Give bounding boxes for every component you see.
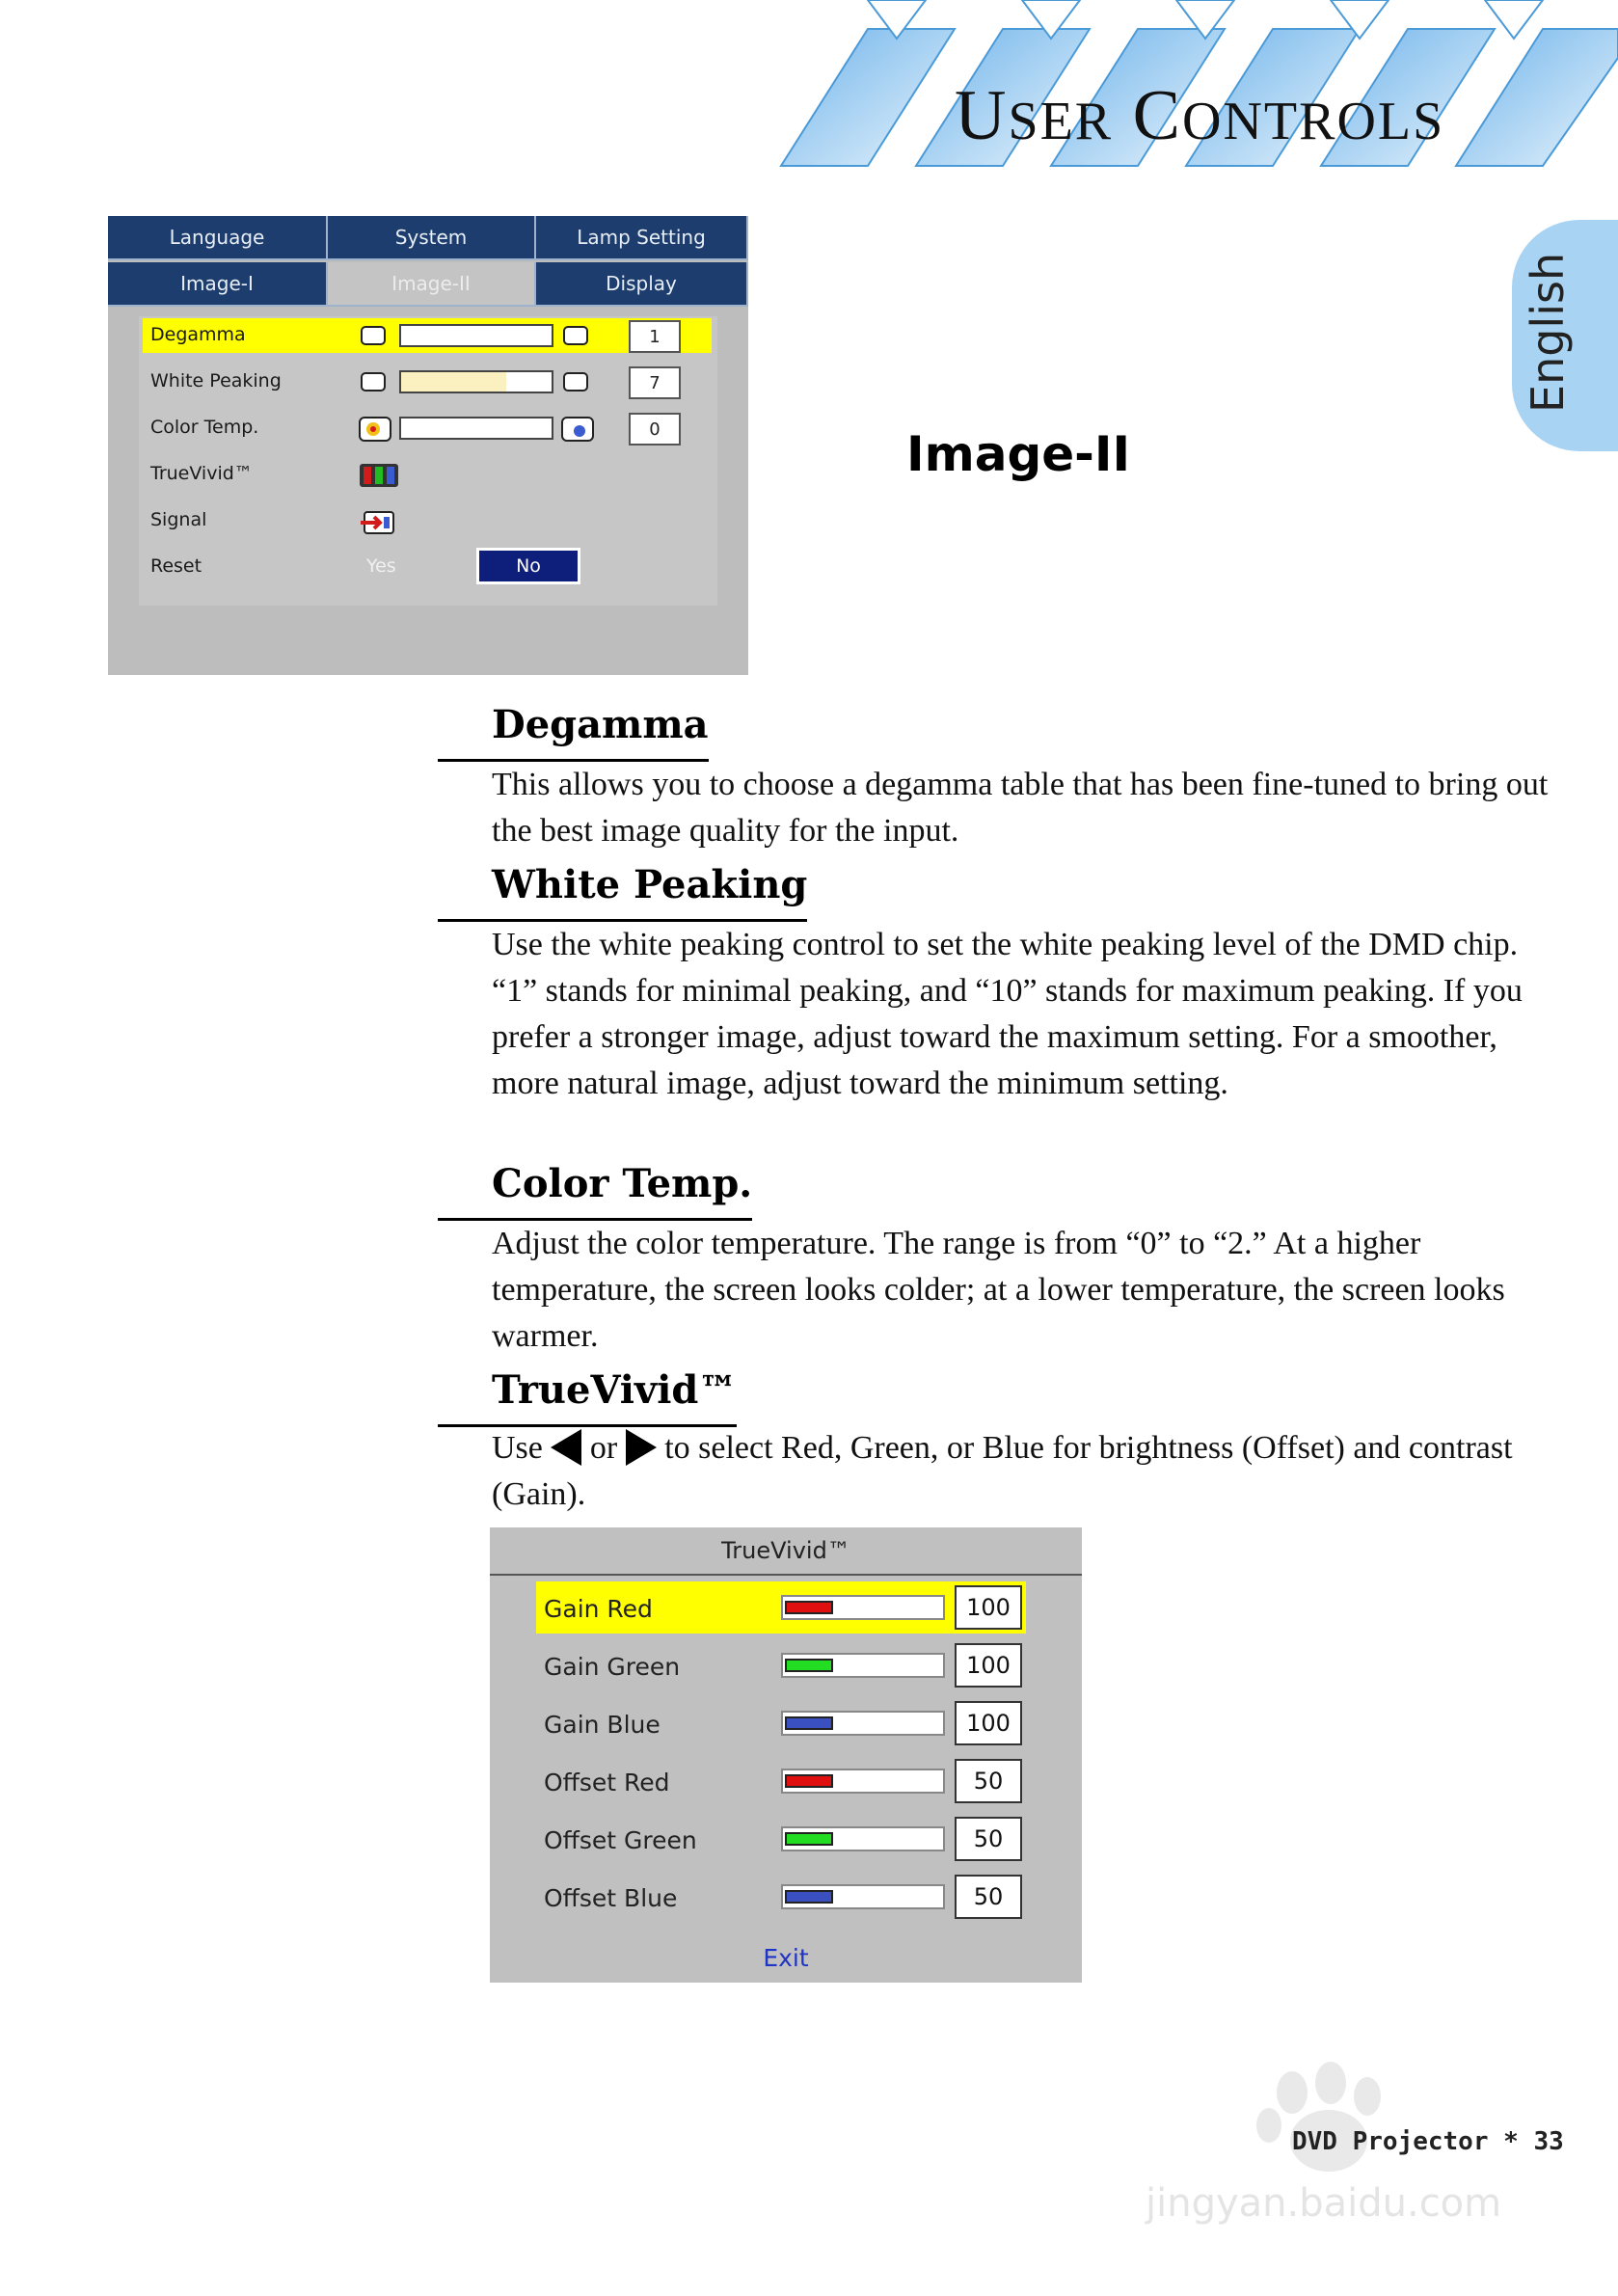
tv-row-offset-blue[interactable] <box>490 1871 1082 1925</box>
truevivid-menu-title: TrueVivid™ <box>490 1527 1082 1576</box>
tv-value-box: 50 <box>955 1817 1022 1861</box>
osd-tab-language[interactable]: Language <box>108 216 328 260</box>
cool-color-icon <box>561 417 594 442</box>
decrease-icon <box>361 372 386 392</box>
osd-value-box: 7 <box>629 366 681 399</box>
tv-row-label: Gain Red <box>544 1595 653 1623</box>
section-title: Image-II <box>906 426 1131 482</box>
white-peaking-description: Use the white peaking control to set the white peaking level of the DMD chip. “1” stands for minimal peaking, and “10” stands for maximum peaking. If you prefer a stronger image, adjust toward the maximum setting. For a smoother, more natural image, adjust toward the minimum setting. <box>492 927 1523 1101</box>
osd-item-label: TrueVivid™ <box>150 463 253 484</box>
language-side-tab-label: English <box>1522 252 1574 413</box>
osd-item-label: Reset <box>150 555 202 577</box>
tv-slider[interactable] <box>781 1711 945 1736</box>
color-temp-description: Adjust the color temperature. The range is from “0” to “2.” At a higher temperature, the screen looks colder; at a lower temperature, the screen looks warmer. <box>492 1226 1505 1354</box>
reset-no-option[interactable]: No <box>476 548 580 584</box>
degamma-description: This allows you to choose a degamma table that has been fine-tuned to bring out the best image quality for the input. <box>492 767 1549 849</box>
tv-slider-fill <box>785 1716 833 1730</box>
truevivid-description: Use or to select Red, Green, or Blue for brightness (Offset) and contrast (Gain). <box>492 1430 1513 1512</box>
osd-item-reset[interactable] <box>108 548 687 586</box>
watermark-url: jingyan.baidu.com <box>1146 2181 1502 2226</box>
tv-slider-fill <box>785 1774 833 1788</box>
footer-product: DVD Projector <box>1292 2127 1489 2156</box>
tv-row-offset-green[interactable] <box>490 1813 1082 1867</box>
osd-menu-screenshot <box>108 216 748 675</box>
tv-slider-fill <box>785 1659 833 1672</box>
osd-item-white-peaking[interactable] <box>108 363 687 401</box>
osd-tab-bar <box>108 216 748 309</box>
osd-slider-fill <box>401 372 506 392</box>
tv-value-box: 100 <box>955 1643 1022 1688</box>
tv-slider[interactable] <box>781 1826 945 1851</box>
rgb-bars-icon <box>359 463 399 488</box>
warm-color-icon <box>359 417 391 442</box>
right-arrow-icon <box>626 1429 657 1466</box>
white-peaking-heading: White Peaking <box>438 862 807 922</box>
osd-tab-system[interactable]: System <box>328 216 536 260</box>
reset-yes-option[interactable]: Yes <box>366 555 396 577</box>
osd-tab-image-i[interactable]: Image-I <box>108 262 328 307</box>
osd-item-truevivid[interactable] <box>108 455 687 494</box>
osd-item-label: White Peaking <box>150 370 282 392</box>
tv-value-box: 50 <box>955 1875 1022 1919</box>
osd-item-label: Color Temp. <box>150 417 259 438</box>
footer-separator: * <box>1503 2127 1519 2156</box>
signal-input-icon <box>359 509 395 536</box>
tv-row-offset-red[interactable] <box>490 1755 1082 1809</box>
osd-item-degamma[interactable] <box>108 316 687 355</box>
tv-slider-fill <box>785 1890 833 1904</box>
tv-row-gain-green[interactable] <box>490 1639 1082 1693</box>
tv-row-label: Offset Blue <box>544 1884 678 1912</box>
decrease-icon <box>361 326 386 345</box>
osd-value-box: 1 <box>629 320 681 353</box>
tv-slider-fill <box>785 1832 833 1846</box>
degamma-heading: Degamma <box>438 702 709 762</box>
osd-item-color-temp[interactable] <box>108 409 687 447</box>
tv-value-box: 50 <box>955 1759 1022 1803</box>
osd-item-label: Signal <box>150 509 207 530</box>
osd-tab-image-ii[interactable]: Image-II <box>328 262 536 307</box>
tv-slider[interactable] <box>781 1769 945 1794</box>
tv-row-label: Gain Green <box>544 1653 681 1681</box>
osd-tab-lamp-setting[interactable]: Lamp Setting <box>536 216 748 260</box>
tv-value-box: 100 <box>955 1585 1022 1630</box>
tv-value-box: 100 <box>955 1701 1022 1745</box>
tv-row-label: Offset Red <box>544 1769 670 1796</box>
truevivid-heading: TrueVivid™ <box>438 1367 737 1427</box>
tv-row-label: Offset Green <box>544 1826 697 1854</box>
page-number: 33 <box>1533 2127 1564 2156</box>
page-footer <box>1292 2127 1564 2156</box>
tv-slider-fill <box>785 1601 833 1614</box>
osd-slider[interactable] <box>399 370 553 393</box>
exit-link[interactable]: Exit <box>763 1944 809 1972</box>
tv-row-gain-red[interactable] <box>490 1581 1082 1635</box>
tv-row-label: Gain Blue <box>544 1711 661 1739</box>
increase-icon <box>563 326 588 345</box>
osd-tab-display[interactable]: Display <box>536 262 748 307</box>
osd-slider[interactable] <box>399 417 553 440</box>
header-title: USER CONTROLS <box>955 76 1445 155</box>
tv-slider[interactable] <box>781 1884 945 1909</box>
osd-item-label: Degamma <box>150 324 246 345</box>
tv-row-gain-blue[interactable] <box>490 1697 1082 1751</box>
osd-item-signal[interactable] <box>108 501 687 540</box>
tv-slider[interactable] <box>781 1653 945 1678</box>
truevivid-menu-screenshot <box>490 1527 1082 1983</box>
osd-slider[interactable] <box>399 324 553 347</box>
osd-value-box: 0 <box>629 413 681 446</box>
language-side-tab <box>1512 220 1618 451</box>
tv-slider[interactable] <box>781 1595 945 1620</box>
color-temp-heading: Color Temp. <box>438 1161 752 1221</box>
increase-icon <box>563 372 588 392</box>
left-arrow-icon <box>551 1429 581 1466</box>
